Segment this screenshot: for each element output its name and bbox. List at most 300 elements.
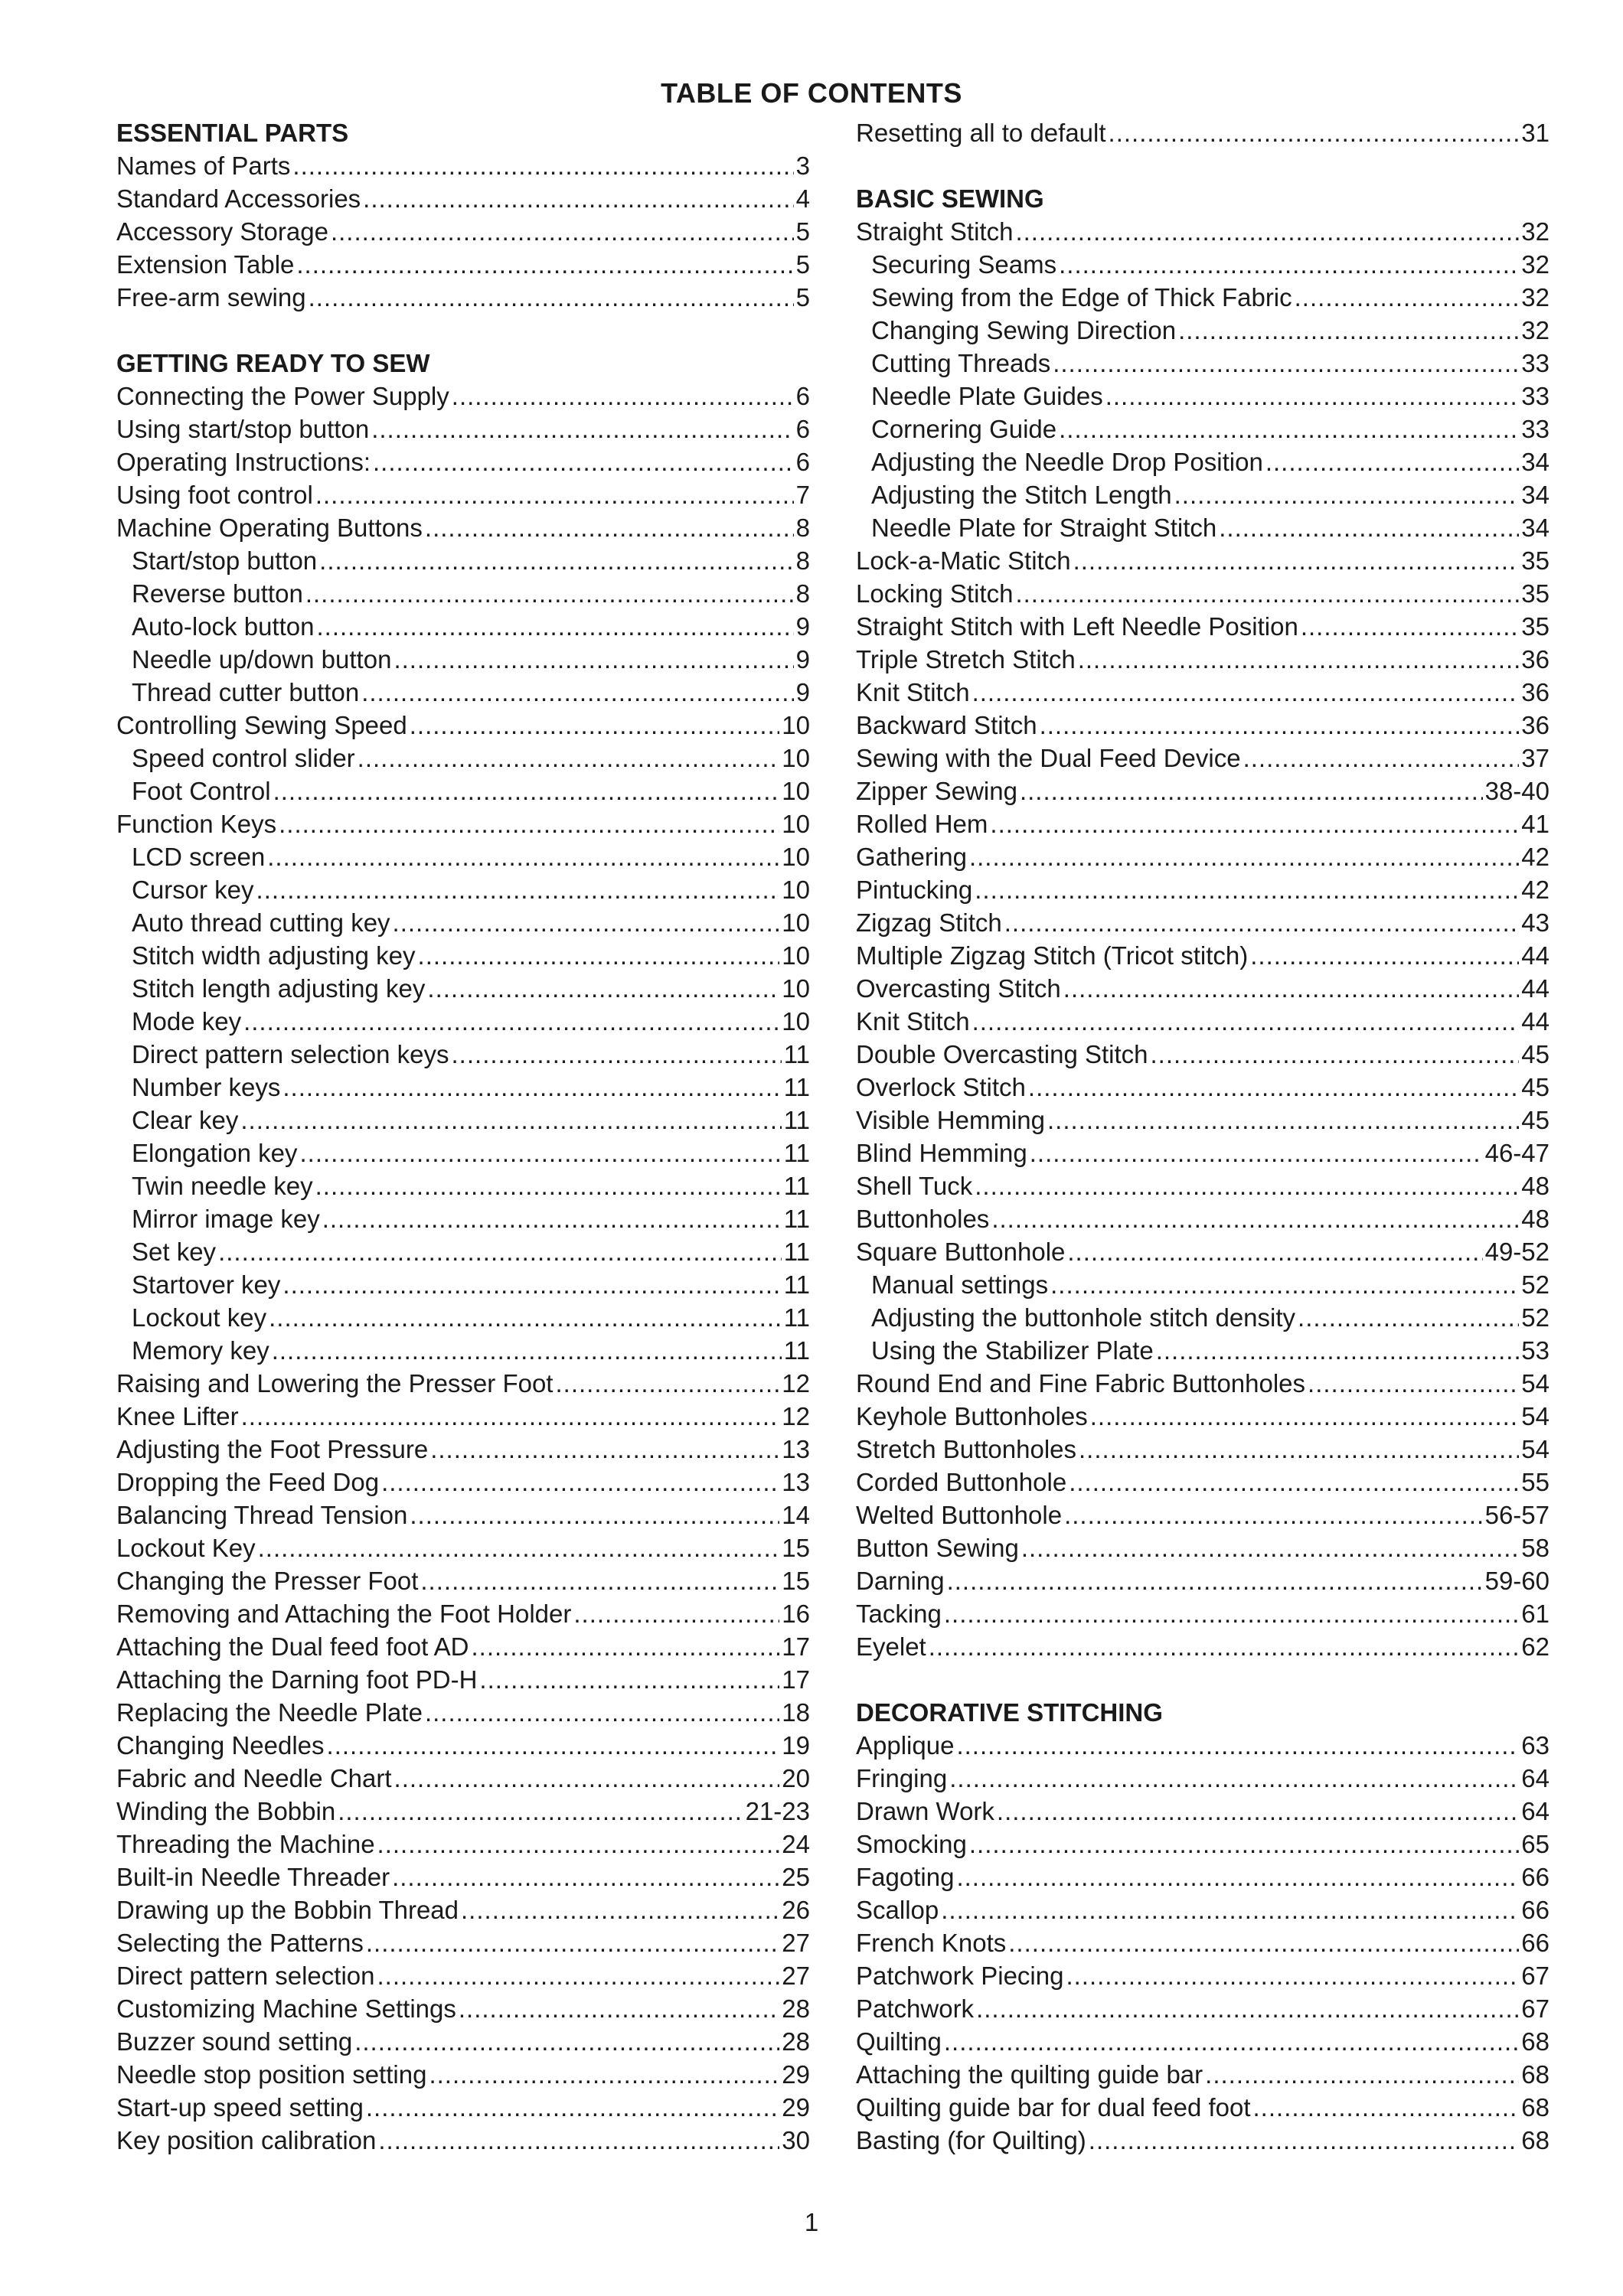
toc-entry [856, 1729, 1550, 1762]
toc-entry-page: 36 [1521, 711, 1550, 739]
toc-entry-label: Adjusting the Needle Drop Position [871, 448, 1263, 476]
dot-leader [429, 2058, 779, 2091]
dot-leader [1301, 610, 1519, 643]
toc-entry-label: French Knots [856, 1929, 1007, 1957]
toc-entry [856, 1861, 1550, 1893]
toc-subentry [116, 906, 810, 939]
toc-entry-page: 11 [783, 1336, 810, 1365]
toc-entry-page: 29 [782, 2093, 810, 2122]
dot-leader [1059, 248, 1519, 281]
toc-entry [856, 1005, 1550, 1038]
toc-entry-label: Applique [856, 1731, 955, 1760]
toc-entry-label: Fabric and Needle Chart [116, 1764, 392, 1792]
toc-entry-page: 26 [782, 1896, 810, 1924]
toc-entry-label: Twin needle key [132, 1172, 313, 1200]
toc-subentry [856, 380, 1550, 413]
toc-entry-label: Knit Stitch [856, 678, 970, 706]
toc-entry [116, 1926, 810, 1959]
toc-entry-label: Round End and Fine Fabric Buttonholes [856, 1369, 1306, 1397]
dot-leader [282, 1268, 781, 1301]
toc-entry-page: 43 [1521, 908, 1550, 937]
toc-subentry [116, 939, 810, 972]
toc-entry-label: Built-in Needle Threader [116, 1863, 390, 1891]
toc-entry-label: Lockout Key [116, 1534, 256, 1562]
toc-entry [856, 1038, 1550, 1071]
toc-entry-label: Zigzag Stitch [856, 908, 1002, 937]
toc-entry [856, 116, 1550, 149]
dot-leader [282, 1071, 781, 1104]
toc-entry-label: Fringing [856, 1764, 948, 1792]
dot-leader [305, 577, 794, 610]
toc-entry-page: 29 [782, 2060, 810, 2089]
toc-entry [116, 807, 810, 840]
dot-leader [279, 807, 779, 840]
dot-leader [377, 1828, 780, 1861]
dot-leader [1105, 380, 1520, 413]
dot-leader [1064, 1499, 1483, 1531]
toc-entry-page: 15 [782, 1534, 810, 1562]
toc-entry-page: 56-57 [1484, 1501, 1550, 1529]
toc-entry-label: Eyelet [856, 1632, 926, 1661]
dot-leader [969, 1828, 1519, 1861]
toc-subentry [116, 775, 810, 807]
toc-entry-label: Cornering Guide [871, 415, 1057, 443]
toc-entry-page: 37 [1521, 744, 1550, 772]
toc-entry-label: Changing Needles [116, 1731, 325, 1760]
toc-entry-page: 41 [1521, 810, 1550, 838]
toc-entry-page: 32 [1521, 283, 1550, 311]
section-heading: GETTING READY TO SEW [116, 349, 430, 377]
toc-entry-page: 16 [782, 1600, 810, 1628]
dot-leader [394, 643, 793, 676]
toc-entry-label: Backward Stitch [856, 711, 1037, 739]
dot-leader [972, 676, 1520, 709]
toc-entry-label: Removing and Attaching the Foot Holder [116, 1600, 572, 1628]
toc-subentry [116, 972, 810, 1005]
toc-entry [856, 1202, 1550, 1235]
dot-leader [1063, 972, 1520, 1005]
toc-subentry [856, 347, 1550, 380]
toc-entry-label: Changing Sewing Direction [871, 316, 1177, 344]
toc-subentry [116, 1071, 810, 1104]
toc-entry-label: Adjusting the Foot Pressure [116, 1435, 429, 1463]
page-number: 1 [804, 2208, 819, 2236]
toc-entry-page: 45 [1521, 1106, 1550, 1134]
dot-leader [425, 1696, 779, 1729]
toc-entry-page: 66 [1521, 1896, 1550, 1924]
toc-entry-page: 34 [1521, 514, 1550, 542]
toc-entry-page: 48 [1521, 1205, 1550, 1233]
toc-entry-label: Gathering [856, 843, 967, 871]
dot-leader [1050, 1268, 1519, 1301]
toc-entry-page: 42 [1521, 876, 1550, 904]
dot-leader [256, 873, 780, 906]
toc-entry-label: Needle up/down button [132, 645, 392, 673]
toc-entry-page: 32 [1521, 217, 1550, 246]
toc-entry-page: 9 [795, 678, 810, 706]
toc-entry-page: 18 [782, 1698, 810, 1727]
toc-entry-page: 15 [782, 1567, 810, 1595]
dot-leader [452, 1038, 782, 1071]
toc-entry-page: 36 [1521, 678, 1550, 706]
toc-entry-page: 44 [1521, 974, 1550, 1003]
toc-entry-page: 7 [795, 481, 810, 509]
dot-leader [1040, 709, 1520, 742]
dot-leader [373, 445, 794, 478]
toc-entry-page: 31 [1521, 119, 1550, 147]
toc-entry-label: Stitch width adjusting key [132, 941, 416, 970]
dot-leader [1021, 1531, 1519, 1564]
toc-entry-label: Controlling Sewing Speed [116, 711, 407, 739]
dot-leader [1219, 511, 1519, 544]
toc-entry-page: 6 [795, 448, 810, 476]
toc-entry-label: Zipper Sewing [856, 777, 1017, 805]
toc-subentry [116, 742, 810, 775]
dot-leader [947, 1564, 1483, 1597]
dot-leader [1078, 643, 1520, 676]
toc-entry [856, 873, 1550, 906]
toc-subentry [116, 1301, 810, 1334]
toc-entry [856, 1795, 1550, 1828]
toc-entry-page: 35 [1521, 546, 1550, 575]
toc-entry-page: 13 [782, 1468, 810, 1496]
toc-entry-label: Clear key [132, 1106, 239, 1134]
toc-entry-page: 44 [1521, 1007, 1550, 1035]
toc-entry-page: 54 [1521, 1435, 1550, 1463]
toc-entry [856, 709, 1550, 742]
dot-leader [354, 2025, 779, 2058]
toc-entry [856, 1597, 1550, 1630]
toc-entry-label: Securing Seams [871, 250, 1057, 279]
toc-entry-page: 36 [1521, 645, 1550, 673]
dot-leader [975, 873, 1519, 906]
toc-entry-label: Attaching the quilting guide bar [856, 2060, 1203, 2089]
dot-leader [327, 1729, 780, 1762]
toc-entry-label: Needle stop position setting [116, 2060, 427, 2089]
section-gap [116, 314, 810, 347]
toc-entry-label: Using the Stabilizer Plate [871, 1336, 1154, 1365]
toc-entry-page: 66 [1521, 1929, 1550, 1957]
dot-leader [1069, 1466, 1519, 1499]
dot-leader [258, 1531, 780, 1564]
toc-entry-label: Triple Stretch Stitch [856, 645, 1076, 673]
dot-leader [969, 840, 1519, 873]
dot-leader [471, 1630, 779, 1663]
toc-entry-label: Basting (for Quilting) [856, 2126, 1086, 2154]
toc-entry-page: 10 [782, 777, 810, 805]
toc-entry-label: Darning [856, 1567, 945, 1595]
toc-subentry [116, 873, 810, 906]
toc-entry [116, 1597, 810, 1630]
dot-leader [425, 511, 794, 544]
dot-leader [309, 281, 794, 314]
toc-entry [856, 1367, 1550, 1400]
dot-leader [1156, 1334, 1520, 1367]
toc-entry [116, 1828, 810, 1861]
toc-entry-page: 24 [782, 1830, 810, 1858]
toc-entry-label: Auto-lock button [132, 612, 315, 641]
toc-entry-page: 11 [783, 1040, 810, 1068]
toc-subentry [116, 676, 810, 709]
toc-entry [856, 1992, 1550, 2025]
toc-entry-label: Knee Lifter [116, 1402, 239, 1430]
dot-leader [1174, 478, 1520, 511]
toc-entry [856, 544, 1550, 577]
toc-entry-label: Straight Stitch with Left Needle Position [856, 612, 1298, 641]
toc-entry-page: 35 [1521, 612, 1550, 641]
toc-entry-page: 20 [782, 1764, 810, 1792]
toc-subentry [116, 610, 810, 643]
toc-entry-page: 8 [795, 579, 810, 608]
toc-entry-label: Knit Stitch [856, 1007, 970, 1035]
dot-leader [956, 1729, 1519, 1762]
toc-entry-label: Start/stop button [132, 546, 318, 575]
toc-entry [856, 775, 1550, 807]
toc-entry-label: Direct pattern selection keys [132, 1040, 449, 1068]
toc-entry-page: 11 [783, 1172, 810, 1200]
toc-entry-page: 35 [1521, 579, 1550, 608]
toc-entry-label: Speed control slider [132, 744, 355, 772]
toc-entry-label: Drawing up the Bobbin Thread [116, 1896, 459, 1924]
toc-entry-label: Patchwork [856, 1994, 975, 2023]
toc-entry-page: 10 [782, 908, 810, 937]
toc-subentry [856, 1301, 1550, 1334]
toc-entry-label: Attaching the Darning foot PD-H [116, 1665, 478, 1694]
toc-entry-label: LCD screen [132, 843, 266, 871]
toc-entry-page: 10 [782, 876, 810, 904]
toc-entry [116, 2091, 810, 2124]
toc-entry [116, 380, 810, 413]
toc-entry-page: 33 [1521, 415, 1550, 443]
toc-entry [856, 840, 1550, 873]
toc-entry-page: 28 [782, 2027, 810, 2056]
toc-entry-label: Pintucking [856, 876, 973, 904]
toc-subentry [856, 1268, 1550, 1301]
toc-entry [856, 1235, 1550, 1268]
toc-entry-page: 30 [782, 2126, 810, 2154]
toc-subentry [856, 1334, 1550, 1367]
toc-entry-page: 33 [1521, 349, 1550, 377]
dot-leader [1015, 577, 1519, 610]
page-title: TABLE OF CONTENTS [661, 77, 962, 109]
dot-leader [319, 544, 793, 577]
dot-leader [1059, 413, 1519, 445]
toc-entry-page: 34 [1521, 481, 1550, 509]
section-heading: BASIC SEWING [856, 184, 1044, 213]
toc-entry-label: Square Buttonhole [856, 1238, 1066, 1266]
toc-entry-page: 5 [795, 217, 810, 246]
toc-entry-page: 12 [782, 1402, 810, 1430]
toc-entry-page: 5 [795, 250, 810, 279]
toc-entry [856, 2058, 1550, 2091]
toc-entry [856, 807, 1550, 840]
toc-entry [856, 1959, 1550, 1992]
toc-entry [856, 1433, 1550, 1466]
toc-entry-label: Extension Table [116, 250, 295, 279]
dot-leader [1020, 775, 1483, 807]
toc-entry-page: 11 [783, 1303, 810, 1332]
toc-entry-page: 32 [1521, 316, 1550, 344]
toc-subentry [116, 1202, 810, 1235]
dot-leader [394, 1762, 780, 1795]
dot-leader [392, 1861, 779, 1893]
toc-entry-page: 54 [1521, 1402, 1550, 1430]
dot-leader [1298, 1301, 1519, 1334]
toc-entry-page: 49-52 [1484, 1238, 1550, 1266]
toc-entry-page: 32 [1521, 250, 1550, 279]
dot-leader [371, 413, 793, 445]
toc-entry [856, 939, 1550, 972]
toc-entry-label: Foot Control [132, 777, 271, 805]
toc-entry [856, 1531, 1550, 1564]
toc-subentry [856, 413, 1550, 445]
toc-entry-page: 27 [782, 1962, 810, 1990]
dot-leader [292, 149, 793, 182]
toc-entry-page: 10 [782, 711, 810, 739]
toc-entry-label: Reverse button [132, 579, 303, 608]
toc-subentry [116, 1005, 810, 1038]
toc-entry-label: Using start/stop button [116, 415, 370, 443]
toc-subentry [856, 478, 1550, 511]
toc-entry [116, 1466, 810, 1499]
toc-entry [116, 1663, 810, 1696]
toc-entry-label: Mirror image key [132, 1205, 320, 1233]
toc-entry-label: Winding the Bobbin [116, 1797, 336, 1825]
toc-entry [116, 1630, 810, 1663]
toc-entry-page: 59-60 [1484, 1567, 1550, 1595]
dot-leader [956, 1861, 1519, 1893]
dot-leader [361, 676, 793, 709]
toc-entry [116, 511, 810, 544]
toc-entry-label: Quilting guide bar for dual feed foot [856, 2093, 1251, 2122]
toc-entry [116, 1499, 810, 1531]
toc-entry-page: 9 [795, 612, 810, 641]
toc-entry [856, 1762, 1550, 1795]
toc-entry-page: 54 [1521, 1369, 1550, 1397]
dot-leader [381, 1466, 779, 1499]
dot-leader [1015, 215, 1519, 248]
toc-entry [856, 643, 1550, 676]
toc-entry [856, 1071, 1550, 1104]
toc-entry [856, 1630, 1550, 1663]
toc-entry [856, 742, 1550, 775]
toc-entry-label: Welted Buttonhole [856, 1501, 1063, 1529]
toc-entry [116, 1893, 810, 1926]
toc-entry-page: 58 [1521, 1534, 1550, 1562]
dot-leader [975, 1169, 1519, 1202]
toc-entry [856, 1466, 1550, 1499]
toc-entry-page: 61 [1521, 1600, 1550, 1628]
dot-leader [1250, 939, 1519, 972]
dot-leader [573, 1597, 779, 1630]
toc-entry [856, 1499, 1550, 1531]
dot-leader [555, 1367, 779, 1400]
toc-entry-label: Cursor key [132, 876, 254, 904]
toc-entry [116, 149, 810, 182]
dot-leader [241, 1400, 780, 1433]
toc-entry-page: 42 [1521, 843, 1550, 871]
dot-leader [322, 1202, 782, 1235]
toc-entry-label: Memory key [132, 1336, 269, 1365]
dot-leader [1308, 1367, 1519, 1400]
toc-entry-label: Direct pattern selection [116, 1962, 375, 1990]
toc-entry [856, 2124, 1550, 2157]
dot-leader [1047, 1104, 1519, 1137]
toc-entry-label: Function Keys [116, 810, 277, 838]
toc-entry [116, 1729, 810, 1762]
dot-leader [1205, 2058, 1519, 2091]
toc-entry-label: Lockout key [132, 1303, 267, 1332]
toc-entry-label: Straight Stitch [856, 217, 1014, 246]
dot-leader [296, 248, 793, 281]
toc-entry-label: Thread cutter button [132, 678, 360, 706]
dot-leader [1151, 1038, 1520, 1071]
toc-subentry [116, 1169, 810, 1202]
toc-entry-label: Elongation key [132, 1139, 298, 1167]
toc-subentry [116, 1104, 810, 1137]
dot-leader [1030, 1137, 1483, 1169]
toc-entry-page: 5 [795, 283, 810, 311]
toc-entry-label: Startover key [132, 1270, 281, 1299]
toc-subentry [116, 1235, 810, 1268]
toc-entry-page: 3 [795, 152, 810, 180]
toc-entry [116, 1762, 810, 1795]
toc-entry-page: 48 [1521, 1172, 1550, 1200]
dot-leader [315, 1169, 782, 1202]
toc-entry-page: 10 [782, 810, 810, 838]
toc-entry-label: Start-up speed setting [116, 2093, 364, 2122]
toc-entry [116, 2025, 810, 2058]
toc-entry [116, 1564, 810, 1597]
dot-leader [1073, 544, 1520, 577]
toc-entry-page: 14 [782, 1501, 810, 1529]
dot-leader [299, 1137, 781, 1169]
toc-entry-page: 11 [783, 1139, 810, 1167]
toc-entry-label: Stitch length adjusting key [132, 974, 426, 1003]
section-gap [856, 149, 1550, 182]
toc-entry-label: Dropping the Feed Dog [116, 1468, 380, 1496]
toc-subentry [116, 1137, 810, 1169]
toc-entry-page: 11 [783, 1205, 810, 1233]
dot-leader [459, 1992, 779, 2025]
toc-entry-label: Accessory Storage [116, 217, 328, 246]
toc-entry-page: 65 [1521, 1830, 1550, 1858]
toc-entry-page: 28 [782, 1994, 810, 2023]
toc-entry-label: Stretch Buttonholes [856, 1435, 1077, 1463]
toc-entry-label: Raising and Lowering the Presser Foot [116, 1369, 554, 1397]
toc-entry-page: 10 [782, 1007, 810, 1035]
toc-entry-page: 33 [1521, 382, 1550, 410]
toc-entry [856, 2025, 1550, 2058]
toc-entry-label: Keyhole Buttonholes [856, 1402, 1088, 1430]
toc-entry [116, 182, 810, 215]
dot-leader [949, 1762, 1519, 1795]
toc-entry [116, 248, 810, 281]
section-gap [856, 1663, 1550, 1696]
toc-entry-page: 11 [783, 1238, 810, 1266]
toc-entry-page: 10 [782, 843, 810, 871]
toc-entry-page: 17 [782, 1665, 810, 1694]
toc-entry-page: 11 [783, 1073, 810, 1101]
toc-entry-label: Adjusting the buttonhole stitch density [871, 1303, 1296, 1332]
toc-entry-label: Blind Hemming [856, 1139, 1027, 1167]
toc-subentry [856, 248, 1550, 281]
toc-entry-page: 55 [1521, 1468, 1550, 1496]
dot-leader [976, 1992, 1519, 2025]
toc-entry [116, 1433, 810, 1466]
toc-subentry [856, 445, 1550, 478]
toc-entry [856, 906, 1550, 939]
